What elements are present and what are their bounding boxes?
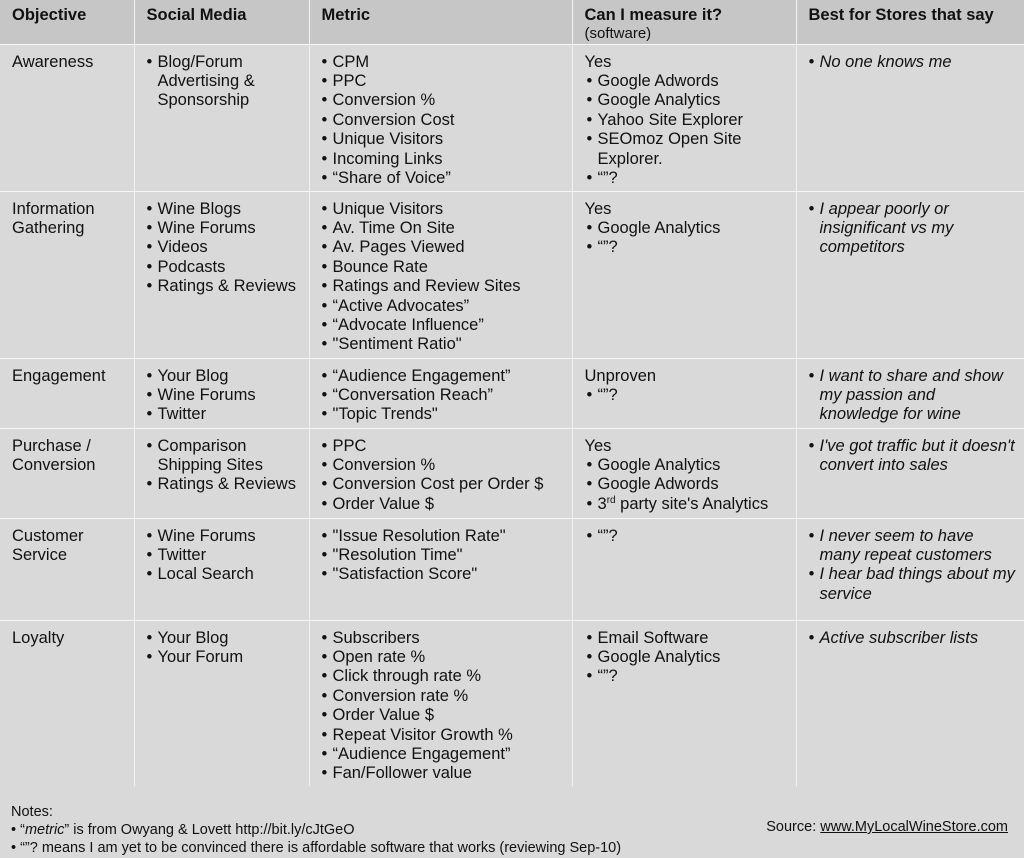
- metric-item: • “Active Advocates”: [322, 297, 564, 316]
- social-media-list: [147, 200, 301, 297]
- metric-cell: [309, 428, 572, 518]
- best-for-item: • I hear bad things about my service: [809, 565, 1017, 604]
- social-media-cell: [134, 358, 309, 428]
- metric-item: • Conversion %: [322, 456, 564, 475]
- measure-item: • Google Analytics: [587, 456, 788, 475]
- metric-item: • Unique Visitors: [322, 130, 564, 149]
- social-media-item: • Wine Forums: [147, 386, 301, 405]
- notes: [11, 803, 621, 857]
- measure-item: • Email Software: [587, 629, 788, 648]
- measure-list: [587, 219, 788, 258]
- metric-item: • PPC: [322, 437, 564, 456]
- best-for-item: • I appear poorly or insignificant vs my competitors: [809, 200, 1017, 258]
- social-media-item: • Wine Forums: [147, 527, 301, 546]
- metric-item: • “Share of Voice”: [322, 169, 564, 188]
- social-media-list: [147, 437, 301, 495]
- metric-item: • "Sentiment Ratio": [322, 335, 564, 354]
- measure-item: • Google Adwords: [587, 475, 788, 494]
- objective-cell: Engagement: [0, 358, 134, 428]
- metric-list: [322, 527, 564, 585]
- social-media-item: • Podcasts: [147, 258, 301, 277]
- social-media-list: [147, 527, 301, 585]
- best-for-item: • I never seem to have many repeat customers: [809, 527, 1017, 566]
- social-media-cell: [134, 191, 309, 358]
- measure-cell: [572, 358, 796, 428]
- notes-line-1-pre: • “: [11, 822, 25, 838]
- objective-cell: Awareness: [0, 44, 134, 191]
- measure-list: [587, 72, 788, 188]
- notes-line-2: • “”? means I am yet to be convinced there is affordable software that works (reviewing Sep-10): [11, 840, 622, 856]
- metric-cell: [309, 191, 572, 358]
- metric-item: • "Satisfaction Score": [322, 565, 564, 584]
- measure-list: [587, 456, 788, 514]
- measure-item: • Google Analytics: [587, 648, 788, 667]
- metric-item: • Incoming Links: [322, 150, 564, 169]
- measure-item: • “”?: [587, 527, 788, 546]
- measure-extra-sup: rd: [606, 494, 616, 506]
- metric-item: • Av. Time On Site: [322, 219, 564, 238]
- header-best-for: Best for Stores that say: [796, 0, 1024, 44]
- social-media-item: • Your Blog: [147, 367, 301, 386]
- measure-cell: [572, 620, 796, 786]
- best-for-item: • Active subscriber lists: [809, 629, 1017, 648]
- table-row: [0, 191, 1024, 358]
- measure-item: • Google Analytics: [587, 219, 788, 238]
- social-media-list: [147, 629, 301, 668]
- best-for-cell: [796, 518, 1024, 620]
- header-social-media: Social Media: [134, 0, 309, 44]
- notes-line-1: [11, 821, 621, 839]
- measure-cell: [572, 191, 796, 358]
- metric-item: • "Issue Resolution Rate": [322, 527, 564, 546]
- metric-item: • “Audience Engagement”: [322, 367, 564, 386]
- metric-item: • Conversion Cost per Order $: [322, 475, 564, 494]
- metric-item: • "Topic Trends": [322, 405, 564, 424]
- header-metric: Metric: [309, 0, 572, 44]
- metric-item: • Click through rate %: [322, 667, 564, 686]
- source-link[interactable]: www.MyLocalWineStore.com: [820, 819, 1008, 835]
- measure-list: [587, 386, 788, 405]
- metric-item: • Order Value $: [322, 706, 564, 725]
- metric-cell: [309, 518, 572, 620]
- measure-item: • SEOmoz Open Site Explorer.: [587, 130, 788, 169]
- measure-item: • “”?: [587, 667, 788, 686]
- metric-item: • “Advocate Influence”: [322, 316, 564, 335]
- metric-item: • PPC: [322, 72, 564, 91]
- social-media-item: • Wine Blogs: [147, 200, 301, 219]
- metric-list: [322, 629, 564, 784]
- measure-status: Unproven: [584, 366, 657, 385]
- metric-item: • Conversion Cost: [322, 111, 564, 130]
- best-for-item: • I've got traffic but it doesn't convert into sales: [809, 437, 1017, 476]
- metric-item: • Order Value $: [322, 495, 564, 514]
- objective-cell: Purchase / Conversion: [0, 428, 134, 518]
- best-for-cell: [796, 620, 1024, 786]
- metric-list: [322, 200, 564, 355]
- metric-item: • Open rate %: [322, 648, 564, 667]
- best-for-list: [809, 367, 1017, 425]
- social-media-item: • Local Search: [147, 565, 301, 584]
- social-media-item: • Twitter: [147, 546, 301, 565]
- source-label: Source:: [766, 819, 821, 835]
- best-for-cell: [796, 358, 1024, 428]
- social-media-list: [147, 53, 301, 111]
- objective-cell: Information Gathering: [0, 191, 134, 358]
- notes-title: Notes:: [11, 804, 53, 820]
- source: [766, 819, 1008, 835]
- table-row: [0, 518, 1024, 620]
- metric-item: • Conversion %: [322, 91, 564, 110]
- social-media-item: • Videos: [147, 238, 301, 257]
- social-media-item: • Ratings & Reviews: [147, 277, 301, 296]
- objective-cell: Customer Service: [0, 518, 134, 620]
- header-measure-sub: (software): [584, 25, 652, 42]
- header-row: [0, 0, 1024, 44]
- metric-list: [322, 437, 564, 515]
- metric-item: • Subscribers: [322, 629, 564, 648]
- social-media-item: • Blog/Forum Advertising & Sponsorship: [147, 53, 301, 111]
- measure-item: • Yahoo Site Explorer: [587, 111, 788, 130]
- measure-status: Yes: [584, 436, 612, 455]
- social-media-item: • Wine Forums: [147, 219, 301, 238]
- metric-item: • Bounce Rate: [322, 258, 564, 277]
- best-for-item: • I want to share and show my passion and knowledge for wine: [809, 367, 1017, 425]
- header-measure: [572, 0, 796, 44]
- social-media-item: • Comparison Shipping Sites: [147, 437, 301, 476]
- metric-cell: [309, 358, 572, 428]
- metric-item: • “Conversation Reach”: [322, 386, 564, 405]
- social-media-item: • Your Blog: [147, 629, 301, 648]
- measure-status: Yes: [584, 199, 612, 218]
- measure-cell: [572, 428, 796, 518]
- social-media-item: • Ratings & Reviews: [147, 475, 301, 494]
- measure-item: • Google Adwords: [587, 72, 788, 91]
- metric-item: • Conversion rate %: [322, 687, 564, 706]
- metric-item: • CPM: [322, 53, 564, 72]
- measure-item: • “”?: [587, 386, 788, 405]
- measure-item: • “”?: [587, 169, 788, 188]
- best-for-list: [809, 629, 1017, 648]
- metric-item: • "Resolution Time": [322, 546, 564, 565]
- social-media-cell: [134, 44, 309, 191]
- metric-item: • Av. Pages Viewed: [322, 238, 564, 257]
- metric-item: • Unique Visitors: [322, 200, 564, 219]
- table-row: [0, 44, 1024, 191]
- social-media-cell: [134, 428, 309, 518]
- measure-status: Yes: [584, 52, 612, 71]
- measure-extra-num: 3: [597, 494, 607, 513]
- social-media-cell: [134, 620, 309, 786]
- table-row: [0, 428, 1024, 518]
- social-media-cell: [134, 518, 309, 620]
- table-row: [0, 620, 1024, 786]
- metric-list: [322, 53, 564, 189]
- best-for-item: • No one knows me: [809, 53, 1017, 72]
- metric-cell: [309, 44, 572, 191]
- metric-item: • Fan/Follower value: [322, 764, 564, 783]
- notes-line-1-em: metric: [24, 822, 65, 838]
- measure-item: [587, 495, 788, 514]
- best-for-list: [809, 527, 1017, 605]
- measure-list: [587, 527, 788, 546]
- measure-extra-rest: party site's Analytics: [615, 494, 769, 513]
- measure-cell: [572, 518, 796, 620]
- metric-list: [322, 367, 564, 425]
- metric-item: • Ratings and Review Sites: [322, 277, 564, 296]
- measure-item: • Google Analytics: [587, 91, 788, 110]
- metric-cell: [309, 620, 572, 786]
- measure-list: [587, 629, 788, 687]
- best-for-cell: [796, 191, 1024, 358]
- header-objective: Objective: [0, 0, 134, 44]
- best-for-cell: [796, 428, 1024, 518]
- metric-item: • Repeat Visitor Growth %: [322, 726, 564, 745]
- best-for-list: [809, 200, 1017, 258]
- header-measure-label: Can I measure it?: [584, 6, 723, 24]
- social-media-item: • Your Forum: [147, 648, 301, 667]
- best-for-cell: [796, 44, 1024, 191]
- metric-item: • “Audience Engagement”: [322, 745, 564, 764]
- measure-item: • “”?: [587, 238, 788, 257]
- table-row: [0, 358, 1024, 428]
- social-media-item: • Twitter: [147, 405, 301, 424]
- best-for-list: [809, 437, 1017, 476]
- measure-cell: [572, 44, 796, 191]
- best-for-list: [809, 53, 1017, 72]
- social-media-list: [147, 367, 301, 425]
- notes-line-1-post: ” is from Owyang & Lovett http://bit.ly/cJtGeO: [64, 822, 355, 838]
- objective-cell: Loyalty: [0, 620, 134, 786]
